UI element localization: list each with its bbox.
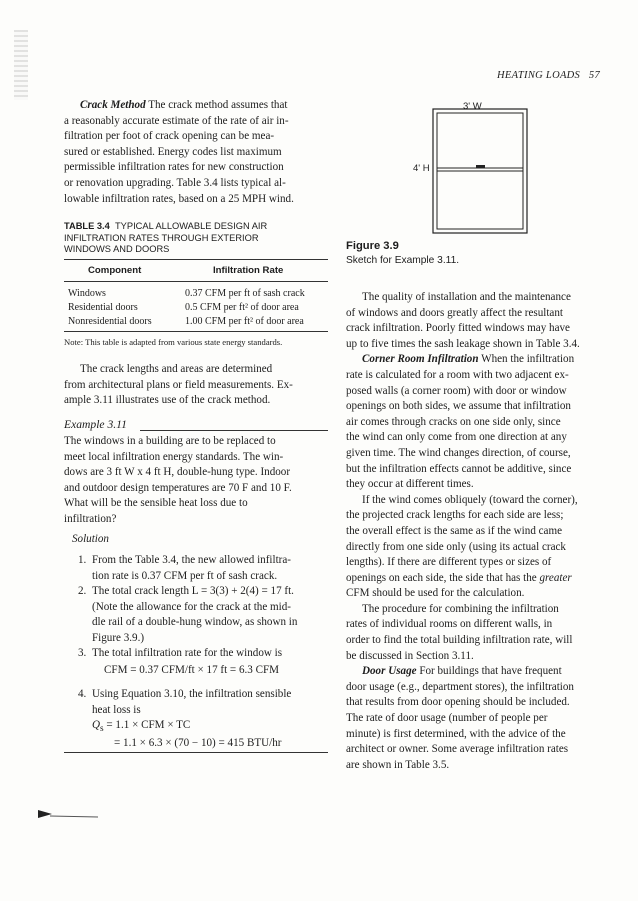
crack-lengths-line-0: The crack lengths and areas are determined xyxy=(80,363,273,375)
crack-method-paragraph xyxy=(64,98,328,207)
step-2-line-1: (Note the allowance for the crack at the mid- xyxy=(92,600,291,613)
door-run-in: Door Usage xyxy=(362,665,417,678)
example-statement xyxy=(64,434,328,528)
oblique-line-1: the projected crack lengths for each side are less; xyxy=(346,509,564,522)
table-caption-line-1: INFILTRATION RATES THROUGH EXTERIOR xyxy=(64,232,259,243)
example-line-5: infiltration? xyxy=(64,512,117,525)
qs-symbol: Q xyxy=(92,719,101,731)
installation-quality-paragraph xyxy=(346,290,596,773)
figure-subcaption: Sketch for Example 3.11. xyxy=(346,255,460,266)
greater-emphasis: greater xyxy=(539,571,572,584)
figure-height-label: 4' H xyxy=(413,163,430,174)
example-line-1: meet local infiltration energy standards. The win- xyxy=(64,450,284,463)
example-line-3: and outdoor design temperatures are 70 F and 10 F. xyxy=(64,481,292,494)
solution-label: Solution xyxy=(72,533,109,545)
qs-subscript: s xyxy=(100,724,104,735)
example-line-2: dows are 3 ft W x 4 ft H, double-hung type. Indoor xyxy=(64,466,291,479)
table-caption-line-0: TYPICAL ALLOWABLE DESIGN AIR xyxy=(114,221,268,231)
figure-width-label: 3' W xyxy=(463,101,482,112)
page-corner-arrow xyxy=(38,806,98,820)
table-row-0-rate: 0.37 CFM per ft of sash crack xyxy=(185,288,305,299)
door-line-4: minute) is first determined, with the advice of the xyxy=(346,727,566,740)
quality-line-1: of windows and doors greatly affect the resultant xyxy=(346,306,563,319)
corner-line-4: air comes through cracks on one side only, since xyxy=(346,415,561,428)
door-line-3: The rate of door usage (number of people per xyxy=(346,712,548,725)
corner-line-3: openings on both sides, we assume that infiltration xyxy=(346,400,571,413)
step-1-number: 1. xyxy=(78,554,87,566)
table-row-1-rate: 0.5 CFM per ft² of door area xyxy=(185,302,299,313)
corner-line-8: they occur at different times. xyxy=(346,478,474,491)
solution-step-4 xyxy=(78,687,338,719)
table-caption xyxy=(64,221,328,256)
crack-method-line-2: filtration per foot of crack opening can be mea- xyxy=(64,130,275,143)
equation-qs-line-1: $Q_s = 1.1$ × CFM × TC xyxy=(92,719,191,735)
table-row-2-component: Nonresidential doors xyxy=(68,316,152,327)
crack-method-line-6: lowable infiltration rates, based on a 25 MPH wind. xyxy=(64,192,294,205)
window-sketch xyxy=(432,108,528,234)
step-3-line-0: The total infiltration rate for the window is xyxy=(92,647,283,659)
step-4-number: 4. xyxy=(78,688,87,700)
corner-line-2: posed walls (a corner room) with door or window xyxy=(346,384,567,397)
procedure-line-0: The procedure for combining the infiltration xyxy=(362,602,559,615)
crack-lengths-line-1: from architectural plans or field measurements. Ex- xyxy=(64,378,293,391)
example-title: Example 3.11 xyxy=(64,418,127,431)
corner-run-in: Corner Room Infiltration xyxy=(362,353,479,366)
oblique-line-5: openings on each side, the side that has the greater xyxy=(346,571,572,584)
table-row-0-component: Windows xyxy=(68,288,106,299)
page-number: 57 xyxy=(588,70,600,81)
procedure-line-1: rates of individual rooms on different walls, in xyxy=(346,618,553,631)
oblique-line-3: directly from one side only (using its actual crack xyxy=(346,540,566,553)
corner-line-1: rate is calculated for a room with two adjacent ex- xyxy=(346,368,569,381)
door-line-5: architect or owner. Some average infiltration rates xyxy=(346,743,569,756)
step-2-number: 2. xyxy=(78,585,87,597)
step-4-line-0: Using Equation 3.10, the infiltration sensible xyxy=(92,688,292,700)
quality-line-2: crack infiltration. Poorly fitted windows may have xyxy=(346,322,570,335)
oblique-line-4: lengths). If there are different types or sizes of xyxy=(346,556,552,569)
corner-line-7: but the infiltration effects cannot be additive, since xyxy=(346,462,572,475)
step-2-line-3: Figure 3.9.) xyxy=(92,631,145,644)
crack-method-line-1: a reasonably accurate estimate of the rate of air in- xyxy=(64,114,289,127)
example-title-rule xyxy=(140,430,328,431)
running-head-title: HEATING LOADS xyxy=(496,70,581,81)
table-header-rule xyxy=(64,281,328,282)
door-line-2: that results from door opening should be included. xyxy=(346,696,570,709)
table-header-rate: Infiltration Rate xyxy=(213,265,284,276)
table-row-1-component: Residential doors xyxy=(68,302,138,313)
oblique-line-2: the overall effect is the same as if the wind came xyxy=(346,524,563,537)
crack-method-line-3: sured or established. Energy codes list maximum xyxy=(64,145,282,158)
step-2-line-2: dle rail of a double-hung window, as shown in xyxy=(92,616,298,629)
quality-line-3: up to five times the sash leakage shown in Table 3.4. xyxy=(346,337,580,350)
step-2-line-0: The total crack length L = 3(3) + 2(4) = 17 ft. xyxy=(92,585,294,597)
step-3-number: 3. xyxy=(78,647,87,659)
example-line-4: What will be the sensible heat loss due to xyxy=(64,497,248,510)
running-header xyxy=(480,70,600,81)
step-1-line-0: From the Table 3.4, the new allowed infiltra- xyxy=(92,554,291,566)
crack-method-line-5: or renovation upgrading. Table 3.4 lists typical al- xyxy=(64,176,286,189)
door-line-0: Door Usage For buildings that have frequent xyxy=(362,665,562,678)
door-line-1: door usage (e.g., department stores), the infiltration xyxy=(346,680,574,693)
crack-method-line-0: Crack Method The crack method assumes that xyxy=(80,99,288,111)
table-row-2-rate: 1.00 CFM per ft² of door area xyxy=(185,316,304,327)
crack-lengths-line-2: ample 3.11 illustrates use of the crack method. xyxy=(64,394,271,407)
table-bottom-rule xyxy=(64,331,328,332)
corner-line-0: Corner Room Infiltration When the infiltration xyxy=(362,353,575,366)
equation-qs-line-2: = 1.1 × 6.3 × (70 − 10) = 415 BTU/hr xyxy=(114,737,282,749)
step-4-line-1: heat loss is xyxy=(92,703,141,716)
table-label: TABLE 3.4 xyxy=(64,221,110,231)
corner-line-6: given time. The wind changes direction, of course, xyxy=(346,446,571,459)
solution-step-2 xyxy=(78,584,338,648)
table-caption-line-2: WINDOWS AND DOORS xyxy=(64,244,170,255)
figure-caption: Figure 3.9 xyxy=(346,240,399,252)
door-line-6: are shown in Table 3.5. xyxy=(346,758,450,771)
crack-method-run-in: Crack Method xyxy=(80,99,146,111)
window-sash-lock xyxy=(476,165,485,168)
oblique-line-0: If the wind comes obliquely (toward the corner), xyxy=(362,493,578,506)
crack-lengths-paragraph xyxy=(64,362,328,409)
solution-step-1 xyxy=(78,553,338,585)
quality-line-0: The quality of installation and the maintenance xyxy=(362,291,571,303)
step-1-line-1: tion rate is 0.37 CFM per ft of sash crack. xyxy=(92,569,278,582)
corner-line-5: the wind can only come from one direction at any xyxy=(346,431,567,444)
oblique-line-6: CFM should be used for the calculation. xyxy=(346,587,525,600)
procedure-line-3: be discussed in Section 3.11. xyxy=(346,649,474,662)
table-note: Note: This table is adapted from various state energy standards. xyxy=(64,337,283,347)
procedure-line-2: order to find the total building infiltration rate, will xyxy=(346,634,573,647)
margin-scan-mark xyxy=(14,30,28,100)
solution-step-3 xyxy=(78,646,338,662)
table-top-rule xyxy=(64,259,328,260)
example-line-0: The windows in a building are to be replaced to xyxy=(64,435,276,447)
table-header-component: Component xyxy=(88,265,142,276)
equation-cfm: CFM = 0.37 CFM/ft × 17 ft = 6.3 CFM xyxy=(104,664,280,676)
example-end-rule xyxy=(64,752,328,753)
crack-method-line-4: permissible infiltration rates for new construction xyxy=(64,161,284,174)
